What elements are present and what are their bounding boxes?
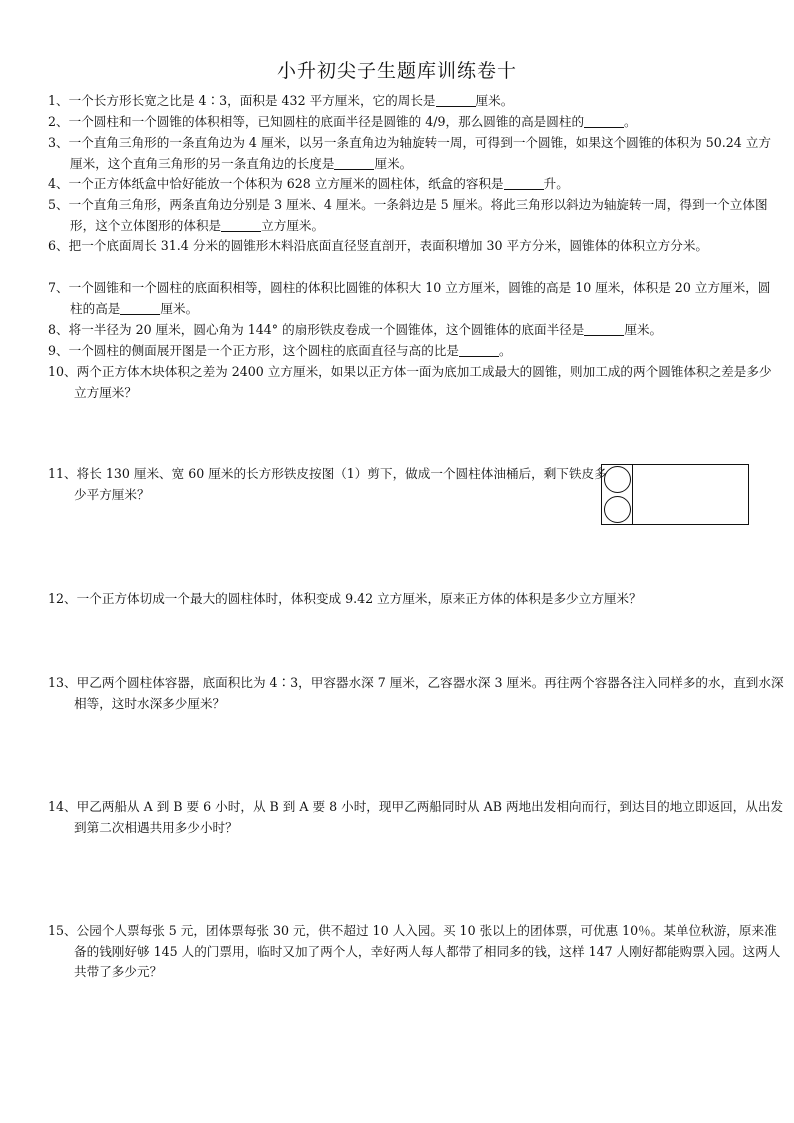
page-title: 小升初尖子生题库训练卷十	[276, 60, 517, 82]
question-12	[48, 589, 784, 610]
top-circle	[604, 466, 631, 493]
question-text-tail: 厘米。	[475, 93, 514, 108]
question-11	[48, 464, 614, 505]
answer-blank	[120, 301, 160, 315]
question-text: 一个圆柱和一个圆锥的体积相等，已知圆柱的底面半径是圆锥的 4/9，那么圆锥的高是圆柱的	[68, 114, 585, 129]
question-text-tail: 厘米。	[374, 155, 413, 171]
question-number: 9、	[48, 343, 69, 358]
question-number: 5、	[48, 197, 69, 212]
question-8	[48, 320, 780, 341]
answer-blank	[504, 176, 544, 190]
question-text: 甲乙两船从 A 到 B 要 6 小时，从 B 到 A 要 8 小时，现甲乙两船同时从 AB 两地出发相向而行，到达目的地立即返回，从出发到第二次相遇共用多少小时？	[74, 799, 784, 835]
question-text: 一个圆锥和一个圆柱的底面积相等，圆柱的体积比圆锥的体积大 10 立方厘米，圆锥的高是 10 厘米，体积是 20 立方厘米，圆柱的高是	[68, 280, 771, 316]
question-text: 公园个人票每张 5 元，团体票每张 30 元，供不超过 10 人入园。买 10 张以上的团体票，可优惠 10％。某单位秋游，原来准备的钱刚好够 145 人的门票用，临时又加了两个人，幸好两人每人都带了相同多的钱，这样 147 人刚好都能购票入园。这两人共带了多少元？	[74, 923, 781, 979]
question-10	[48, 362, 784, 403]
question-text-tail: 。	[624, 114, 637, 129]
question-number: 1、	[48, 93, 69, 108]
answer-blank	[221, 218, 261, 232]
question-number: 11、	[48, 466, 77, 481]
question-text: 将一半径为 20 厘米，圆心角为 144° 的扇形铁皮卷成一个圆锥体，这个圆锥体的底面半径是	[68, 322, 585, 337]
question-5	[48, 195, 780, 236]
answer-blank	[436, 93, 476, 107]
question-number: 3、	[48, 135, 69, 150]
question-number: 12、	[48, 591, 77, 606]
question-text: 一个圆柱的侧面展开图是一个正方形，这个圆柱的底面直径与高的比是	[68, 343, 460, 358]
question-text: 一个正方体纸盒中恰好能放一个体积为 628 立方厘米的圆柱体，纸盒的容积是	[68, 176, 504, 191]
question-number: 4、	[48, 176, 69, 191]
question-2	[48, 112, 780, 133]
question-7	[48, 278, 780, 319]
question-text: 把一个底面周长 31.4 分米的圆锥形木料沿底面直径竖直剖开，表面积增加 30 平方分米，圆锥体的体积立方分米。	[68, 238, 709, 253]
question-9	[48, 341, 780, 362]
answer-blank	[584, 114, 624, 128]
answer-blank	[459, 343, 499, 357]
question-13	[48, 673, 784, 714]
answer-blank	[334, 156, 374, 170]
question-text: 甲乙两个圆柱体容器，底面积比为 4∶3，甲容器水深 7 厘米，乙容器水深 3 厘米。再往两个容器各注入同样多的水，直到水深相等，这时水深多少厘米？	[74, 675, 784, 711]
question-6	[48, 236, 780, 257]
figure-1-sheet-diagram	[601, 464, 749, 525]
question-text-tail: 立方厘米。	[261, 217, 325, 233]
question-text-tail: 厘米。	[624, 322, 663, 337]
question-3	[48, 133, 780, 174]
question-text: 一个正方体切成一个最大的圆柱体时，体积变成 9.42 立方厘米，原来正方体的体积是多少立方厘米？	[76, 591, 642, 606]
question-1	[48, 91, 780, 112]
divider-line	[632, 465, 633, 524]
question-number: 2、	[48, 114, 69, 129]
question-text-tail: 。	[499, 343, 512, 358]
question-number: 14、	[48, 799, 77, 814]
question-number: 13、	[48, 675, 77, 690]
question-4	[48, 174, 780, 195]
bottom-circle	[604, 496, 631, 523]
question-text: 将长 130 厘米、宽 60 厘米的长方形铁皮按图（1）剪下，做成一个圆柱体油桶后，剩下铁皮多少平方厘米？	[74, 466, 607, 502]
question-text: 一个长方形长宽之比是 4∶3，面积是 432 平方厘米，它的周长是	[68, 93, 436, 108]
question-14	[48, 797, 784, 838]
question-15	[48, 921, 784, 983]
question-number: 15、	[48, 923, 77, 938]
question-text: 一个直角三角形的一条直角边为 4 厘米，以另一条直角边为轴旋转一周，可得到一个圆锥，如果这个圆锥的体积为 50.24 立方厘米，这个直角三角形的另一条直角边的长度是	[68, 135, 771, 171]
answer-blank	[584, 322, 624, 336]
question-text: 一个直角三角形，两条直角边分别是 3 厘米、4 厘米。一条斜边是 5 厘米。将此三角形以斜边为轴旋转一周，得到一个立体图形，这个立体图形的体积是	[68, 197, 768, 233]
question-number: 7、	[48, 280, 69, 295]
question-number: 10、	[48, 364, 77, 379]
question-text-tail: 升。	[543, 176, 569, 191]
question-text-tail: 厘米。	[160, 300, 199, 316]
question-number: 8、	[48, 322, 69, 337]
question-number: 6、	[48, 238, 69, 253]
question-text: 两个正方体木块体积之差为 2400 立方厘米，如果以正方体一面为底加工成最大的圆锥，则加工成的两个圆锥体积之差是多少立方厘米？	[74, 364, 772, 400]
